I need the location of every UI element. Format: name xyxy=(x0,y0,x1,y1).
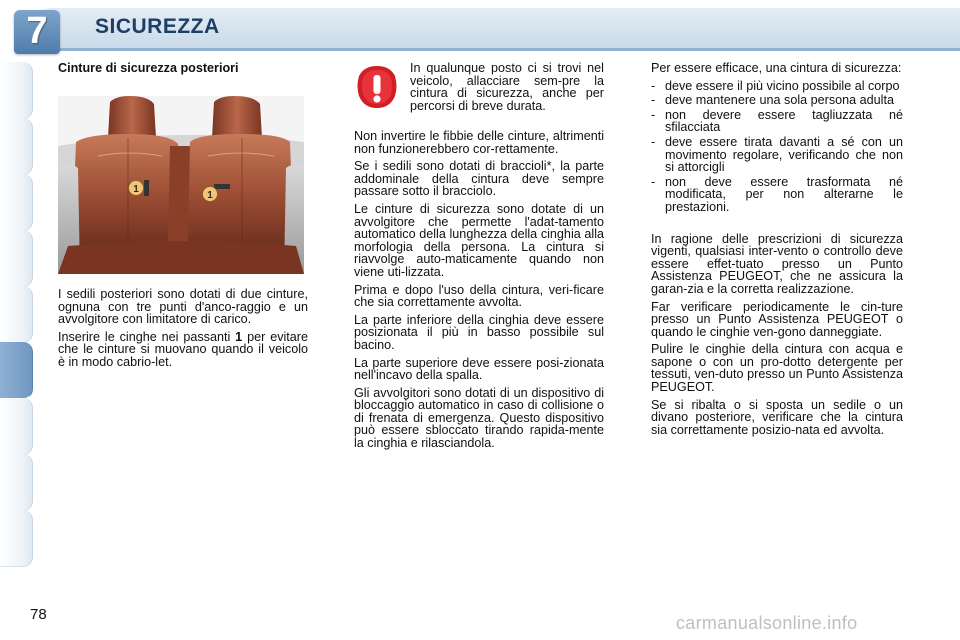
middle-paragraph-5: La parte inferiore della cinghia deve essere posizionata il più in basso possibile sul bacino. xyxy=(354,312,604,352)
middle-paragraph-1: Non invertire le fibbie delle cinture, altrimenti non funzionerebbero cor-rettamente. xyxy=(354,129,604,156)
middle-paragraph-6: La parte superiore deve essere posi-zionata nell'incavo della spalla. xyxy=(354,355,604,383)
warning-box xyxy=(410,62,604,117)
belt-loops-text-a: Inserire le cinghe nei passanti xyxy=(58,329,236,344)
callout-1-right xyxy=(203,187,218,202)
list-item: - deve essere tirata davanti a sé con un movimento regolare, verificando che non si attorcigli xyxy=(651,136,903,174)
middle-column xyxy=(354,130,604,455)
page-title: SICUREZZA xyxy=(95,15,220,38)
list-item: - non devere essere tagliuzzata né sfilacciata xyxy=(651,109,903,134)
right-paragraph-4: Se si ribalta o si sposta un sedile o un divano posteriore, verificare che la cintura sia correttamente posizio-nata ed avvolta. xyxy=(651,397,903,437)
rear-seat-photo xyxy=(58,96,304,274)
right-paragraph-3: Pulire le cinghie della cintura con acqua e sapone o con un pro-dotto detergente per tessuti, ven-duto presso un Punto Assistenza PEUGEOT. xyxy=(651,342,903,395)
warning-text: In qualunque posto ci si trovi nel veicolo, allacciare sem-pre la cintura di sicurezza, anche per percorsi di breve durata. xyxy=(410,61,604,113)
requirements-intro: Per essere efficace, una cintura di sicurezza: xyxy=(651,61,902,75)
right-paragraph-2: Far verificare periodicamente le cin-ture presso un Punto Assistenza PEUGEOT o quando le cinghie ven-gono danneggiate. xyxy=(651,299,903,339)
belt-loops-paragraph xyxy=(58,331,308,369)
left-column xyxy=(58,62,308,75)
left-column-text xyxy=(58,288,308,374)
header-underline xyxy=(30,48,960,51)
right-paragraph-1: In ragione delle prescrizioni di sicurezza vigenti, qualsiasi inter-vento o controllo deve essere effet-tuato presso un Punto Assistenza PEUGEOT, che ne assicura la garan-zia e la corretta realizzazione. xyxy=(651,231,903,296)
side-tab-4[interactable] xyxy=(0,230,33,287)
watermark: carmanualsonline.info xyxy=(676,613,858,633)
chapter-number: 7 xyxy=(26,10,48,52)
side-tab-6-active[interactable] xyxy=(0,342,33,399)
middle-paragraph-7: Gli avvolgitori sono dotati di un dispositivo di bloccaggio automatico in caso di collisione o di frenata di emergenza. Questo dispositivo può essere sbloccato tirando rapida-mente la cinghia e rilasciandola. xyxy=(354,385,604,451)
page-number: 78 xyxy=(30,606,47,623)
side-tab-strip xyxy=(0,62,34,574)
side-tab-7[interactable] xyxy=(0,398,33,455)
exclamation-warning-icon xyxy=(356,64,398,110)
middle-paragraph-3: Le cinture di sicurezza sono dotate di un avvolgitore che permette l'adat-tamento automatico della lunghezza della cinghia alla morfologia della persona. La cintura si riavvolge auto-maticamente quando non viene uti-lizzata. xyxy=(354,201,604,279)
side-tab-5[interactable] xyxy=(0,286,33,343)
side-tab-2[interactable] xyxy=(0,118,33,175)
callout-1-left xyxy=(129,181,144,196)
side-tab-3[interactable] xyxy=(0,174,33,231)
callout-1-right-label: 1 xyxy=(207,190,213,201)
list-item: - non deve essere trasformata né modificata, per non alterarne le prestazioni. xyxy=(651,176,903,214)
right-column xyxy=(651,62,903,441)
callout-1-left-label: 1 xyxy=(133,184,139,195)
rear-seat-illustration xyxy=(58,96,304,274)
middle-paragraph-2: Se i sedili sono dotati di braccioli*, la parte addominale della cintura deve sempre passare sotto il bracciolo. xyxy=(354,159,604,199)
rear-belts-paragraph: I sedili posteriori sono dotati di due cinture, ognuna con tre punti d'anco-raggio e un avvolgitore con limitatore di carico. xyxy=(58,287,308,327)
section-heading: Cinture di sicurezza posteriori xyxy=(58,61,239,75)
side-tab-8[interactable] xyxy=(0,454,33,511)
belt-loops-ref-number: 1 xyxy=(235,329,243,344)
list-item: - deve mantenere una sola persona adulta xyxy=(651,94,903,107)
requirements-list xyxy=(651,80,903,214)
side-tab-1[interactable] xyxy=(0,62,33,119)
spacer xyxy=(651,219,903,233)
belt-loops-text-b: per evitare che le cinture si muovano quando il veicolo è in modo cabrio-let. xyxy=(58,329,309,369)
side-tab-9[interactable] xyxy=(0,510,33,567)
list-item: - deve essere il più vicino possibile al corpo xyxy=(651,80,903,93)
middle-paragraph-4: Prima e dopo l'uso della cintura, veri-ficare che sia correttamente avvolta. xyxy=(354,282,604,310)
